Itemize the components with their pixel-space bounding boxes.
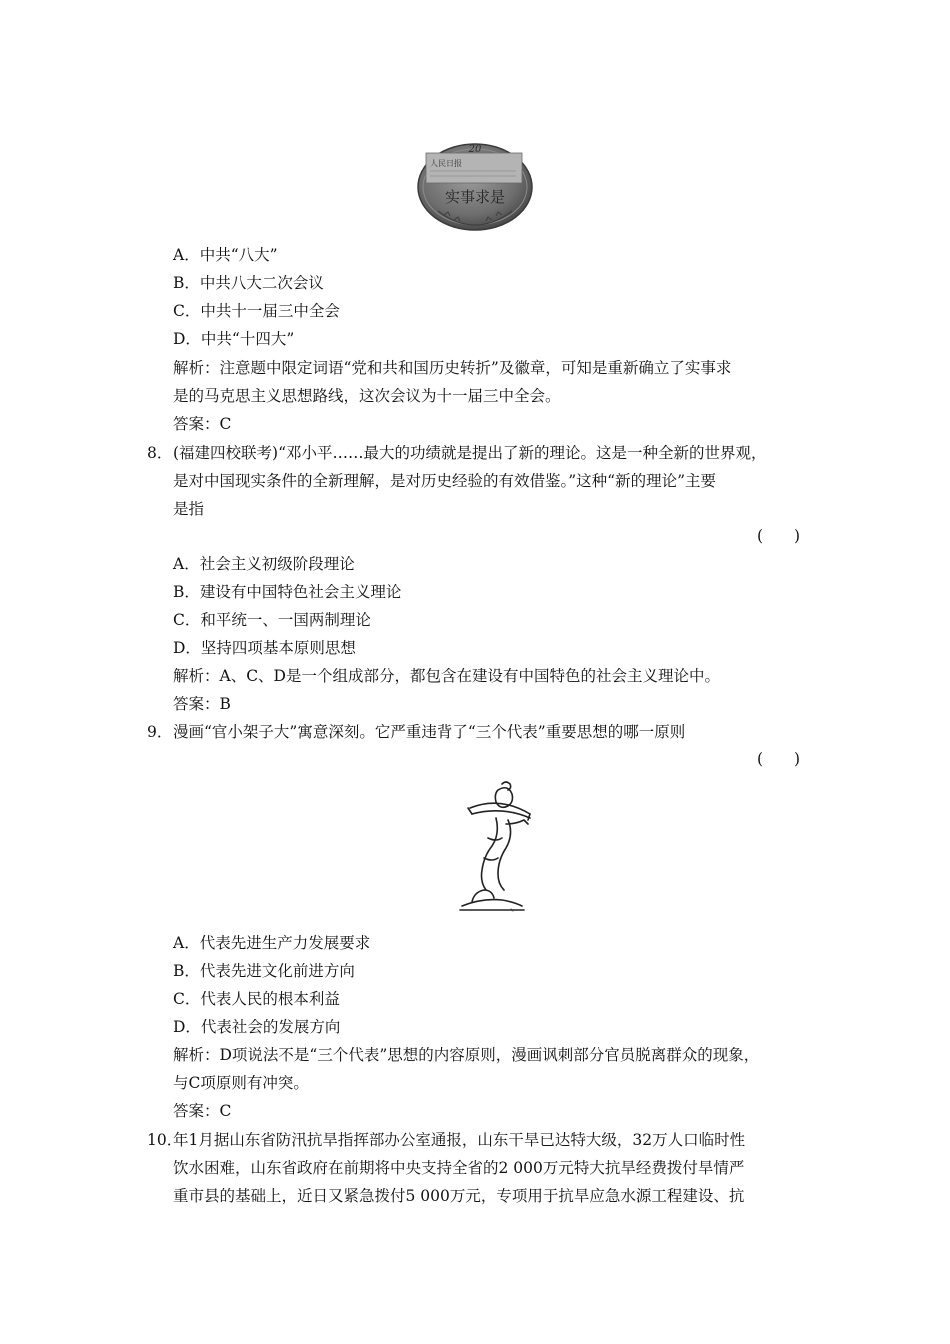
q7-option-b: B．中共八大二次会议: [173, 274, 324, 292]
q7-analysis-line-1: 解析：注意题中限定词语“党和共和国历史转折”及徽章，可知是重新确立了实事求: [173, 359, 732, 377]
q8-number: 8．: [147, 444, 173, 462]
q8-stem-line-2: 是对中国现实条件的全新理解，是对历史经验的有效借鉴。”这种“新的理论”主要: [173, 472, 717, 490]
q8-analysis: 解析：A、C、D是一个组成部分，都包含在建设有中国特色的社会主义理论中。: [173, 667, 720, 685]
q10-stem-line-2: 饮水困难，山东省政府在前期将中央支持全省的2 000万元特大抗旱经费拨付旱情严: [173, 1159, 745, 1177]
q8-stem-line-3: 是指: [173, 500, 205, 518]
q9-number: 9．: [147, 723, 173, 741]
q8-option-b: B．建设有中国特色社会主义理论: [173, 583, 402, 601]
medal-motto: 实事求是: [444, 188, 506, 206]
q9-answer-blank: ( ): [757, 750, 801, 768]
q7-option-a: A．中共“八大”: [173, 246, 278, 264]
q8-stem-line-1: (福建四校联考)“邓小平……最大的功绩就是提出了新的理论。这是一种全新的世界观，: [173, 444, 767, 462]
q10-stem-line-3: 重市县的基础上，近日又紧急拨付5 000万元，专项用于抗旱应急水源工程建设、抗: [173, 1187, 745, 1205]
cartoon-image: [444, 778, 536, 918]
q7-answer: 答案：C: [173, 415, 232, 433]
q7-option-d: D．中共“十四大”: [173, 330, 295, 348]
q9-stem: 漫画“官小架子大”寓意深刻。它严重违背了“三个代表”重要思想的哪一原则: [173, 723, 686, 741]
q9-option-d: D．代表社会的发展方向: [173, 1018, 341, 1036]
q7-analysis-line-2: 是的马克思主义思想路线，这次会议为十一届三中全会。: [173, 387, 561, 405]
medal-paper-title: 人民日报: [430, 159, 462, 168]
q8-answer: 答案：B: [173, 695, 231, 713]
q10-stem-line-1: 年1月据山东省防汛抗旱指挥部办公室通报，山东干旱已达特大级，32万人口临时性: [173, 1131, 746, 1149]
q9-option-c: C．代表人民的根本利益: [173, 990, 340, 1008]
q9-answer: 答案：C: [173, 1102, 232, 1120]
q9-analysis-line-1: 解析：D项说法不是“三个代表”思想的内容原则，漫画讽刺部分官员脱离群众的现象，: [173, 1046, 760, 1064]
q9-option-b: B．代表先进文化前进方向: [173, 962, 355, 980]
q8-answer-blank: ( ): [757, 527, 801, 545]
q9-analysis-line-2: 与C项原则有冲突。: [173, 1074, 309, 1092]
q7-option-c: C．中共十一届三中全会: [173, 302, 340, 320]
q8-option-d: D．坚持四项基本原则思想: [173, 639, 356, 657]
medal-image: [416, 141, 534, 231]
q9-option-a: A．代表先进生产力发展要求: [173, 934, 371, 952]
q8-option-c: C．和平统一、一国两制理论: [173, 611, 371, 629]
cartoon-signature: ✎: [510, 908, 515, 914]
medal-number: 20: [468, 144, 482, 155]
q8-option-a: A．社会主义初级阶段理论: [173, 555, 355, 573]
q10-number: 10．: [147, 1131, 183, 1149]
